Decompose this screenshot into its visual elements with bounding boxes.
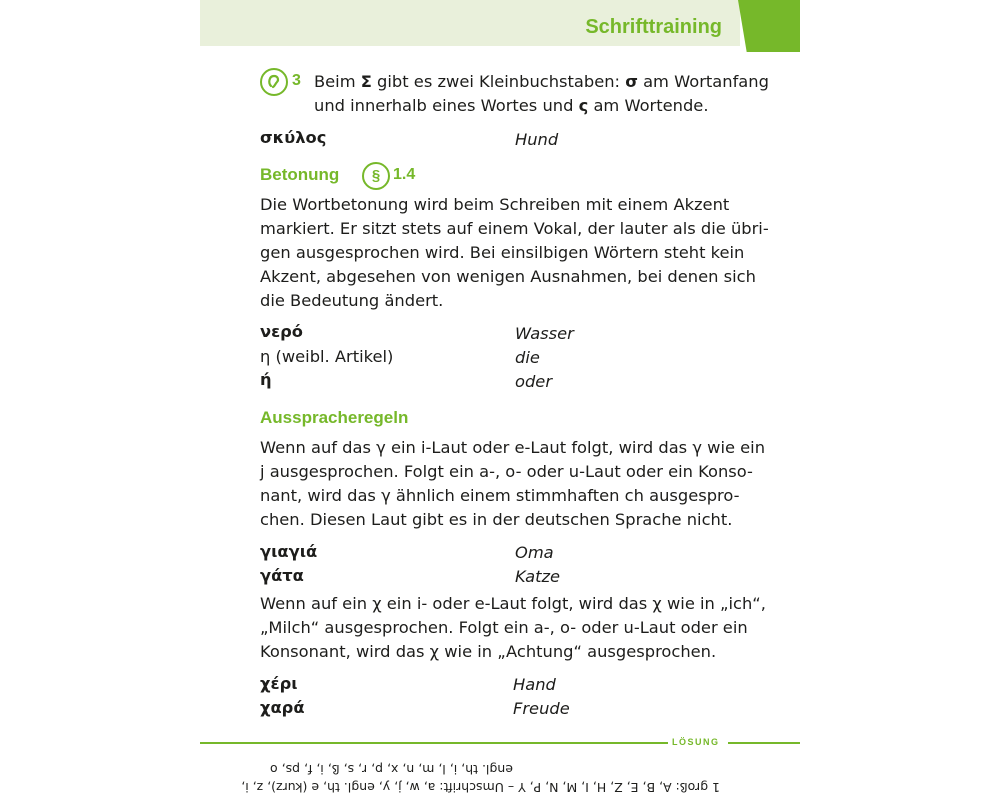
section-heading-betonung: Betonung: [260, 165, 340, 184]
vocab-german: Oma: [515, 543, 554, 562]
solution-rule-left: [200, 742, 668, 744]
paragraph-line: Wenn auf ein χ ein i- oder e-Laut folgt, wird das χ wie in „ich“,: [260, 594, 766, 613]
paragraph-line: gen ausgesprochen wird. Bei einsilbigen Wörtern steht kein: [260, 243, 745, 262]
vocab-german: die: [515, 348, 540, 367]
paragraph-line: Die Wortbetonung wird beim Schreiben mit einem Akzent: [260, 195, 730, 214]
page-title: Schrifttraining: [585, 16, 722, 38]
paragraph-line: die Bedeutung ändert.: [260, 291, 444, 310]
vocab-german: Wasser: [515, 324, 574, 343]
vocab-greek: χαρά: [260, 698, 305, 717]
vocab-german: Katze: [515, 567, 561, 586]
paragraph-line: nant, wird das γ ähnlich einem stimmhaften ch ausgespro-: [260, 486, 740, 505]
section-ref: 1.4: [393, 166, 416, 183]
note-line-1: Beim Σ gibt es zwei Kleinbuchstaben: σ am Wortanfang: [314, 72, 769, 91]
paragraph-line: chen. Diesen Laut gibt es in der deutschen Sprache nicht.: [260, 510, 733, 529]
paragraph-line: Akzent, abgesehen von wenigen Ausnahmen, bei denen sich: [260, 267, 756, 286]
solution-rule-right: [728, 742, 800, 744]
header-tab-accent: [738, 0, 800, 52]
note-line-2: und innerhalb eines Wortes und ς am Wortende.: [314, 96, 709, 115]
solution-line-1: 1 groß: A, B, E, Z, H, I, M, N, P, Y – Umschrift: a, w, j, y, engl. th, e (kurz), z, i,: [241, 780, 720, 795]
paragraph-line: „Milch“ ausgesprochen. Folgt ein a-, o- oder u-Laut oder ein: [260, 618, 748, 637]
paragraph-icon: §: [362, 162, 390, 190]
section-heading-aussprache: Ausspracheregeln: [260, 408, 409, 427]
vocab-german: Hand: [513, 675, 556, 694]
paragraph-line: Konsonant, wird das χ wie in „Achtung“ ausgesprochen.: [260, 642, 717, 661]
vocab-greek: γιαγιά: [260, 542, 318, 561]
note-number: 3: [292, 72, 301, 89]
solution-label: LÖSUNG: [672, 737, 720, 747]
vocab-greek: ή: [260, 370, 272, 389]
paragraph-line: markiert. Er sitzt stets auf einem Vokal, der lauter als die übri-: [260, 219, 769, 238]
ear-icon: [260, 68, 288, 96]
vocab-german: Freude: [513, 699, 570, 718]
solution-line-2: engl. th, i, l, m, n, x, p, r, s, ß, i, f, ps, o: [270, 762, 513, 777]
vocab-german: Hund: [515, 130, 559, 149]
paragraph-line: Wenn auf das γ ein i-Laut oder e-Laut folgt, wird das γ wie ein: [260, 438, 766, 457]
vocab-greek: χέρι: [260, 674, 298, 693]
paragraph-line: j ausgesprochen. Folgt ein a-, o- oder u-Laut oder ein Konso-: [260, 462, 753, 481]
vocab-greek: νερό: [260, 322, 303, 341]
vocab-greek: σκύλος: [260, 128, 327, 147]
vocab-greek: η (weibl. Artikel): [260, 347, 394, 366]
vocab-greek: γάτα: [260, 566, 304, 585]
vocab-german: oder: [515, 372, 553, 391]
